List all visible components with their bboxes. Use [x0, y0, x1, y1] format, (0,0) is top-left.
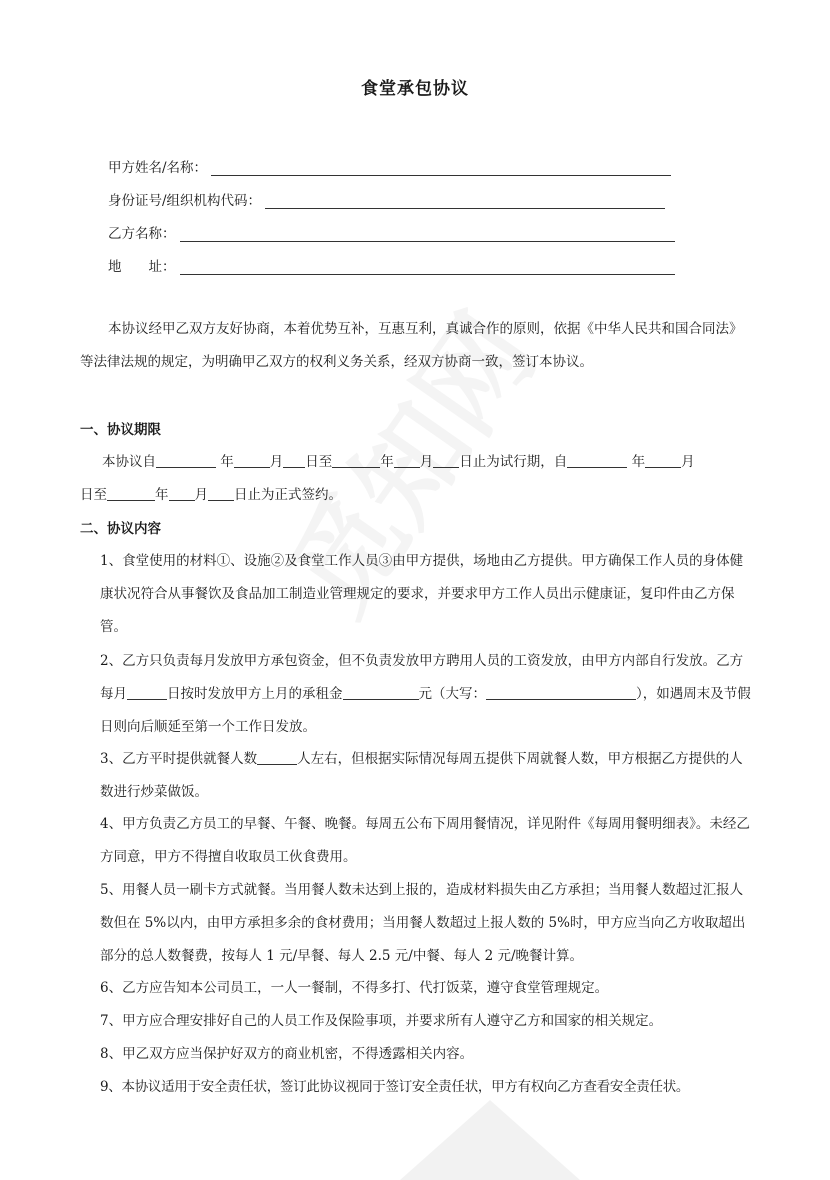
blank-year[interactable]: [332, 453, 380, 468]
party-a-id-field[interactable]: [108, 189, 665, 209]
blank-day[interactable]: [208, 486, 234, 501]
field-label: 身份证号/组织机构代码：: [108, 193, 262, 209]
field-label: 甲方姓名/名称：: [108, 160, 208, 176]
content-item-1: 1、食堂使用的材料①、设施②及食堂工作人员③由甲方提供，场地由乙方提供。甲方确保工作人员的身体健康状况符合从事餐饮及食品加工制造业管理规定的要求，并要求甲方工作人员出示健康证，复印件由乙方保管。: [100, 553, 744, 635]
blank-month[interactable]: [645, 453, 681, 468]
field-line[interactable]: [180, 227, 675, 242]
blank-year[interactable]: [567, 453, 627, 468]
text: 月: [419, 454, 434, 470]
text: 年: [631, 454, 646, 470]
address-field[interactable]: [108, 255, 675, 275]
text: 本协议自: [102, 454, 156, 470]
text: 日止为正式签约。: [234, 487, 342, 503]
blank-month[interactable]: [169, 486, 195, 501]
content-item-8: 8、甲乙双方应当保护好双方的商业机密，不得透露相关内容。: [100, 1046, 474, 1062]
content-item-7: 7、甲方应合理安排好自己的人员工作及保险事项，并要求所有人遵守乙方和国家的相关规定。: [100, 1013, 663, 1029]
blank-day[interactable]: [283, 453, 305, 468]
text: 人左右，但根据实际情况每周五提供下周就餐人数，甲方根据乙方提供的人数进行炒菜做饭。: [100, 751, 743, 800]
blank-rent-amount[interactable]: [343, 685, 419, 700]
blank-year[interactable]: [107, 486, 155, 501]
text: 月: [194, 487, 208, 503]
text: 年: [220, 454, 234, 470]
field-label: 地 址：: [108, 259, 176, 275]
content-item-5: 5、用餐人员一刷卡方式就餐。当用餐人数未达到上报的，造成材料损失由乙方承担；当用餐人数超过汇报人数但在 5%以内，由甲方承担多余的食材费用；当用餐人数超过上报人数的 5%时，甲方应当向乙方收取超出部分的总人数餐费，按每人 1 元/早餐、每人 2.5 元/中餐、每人 2 元/晚餐计算。: [100, 882, 746, 964]
blank-pay-day[interactable]: [127, 685, 167, 700]
field-line[interactable]: [265, 194, 665, 209]
text: 日至: [305, 454, 333, 470]
party-a-name-field[interactable]: [108, 156, 671, 176]
field-label: 乙方名称：: [108, 226, 176, 242]
blank-diners[interactable]: [257, 750, 297, 765]
section-heading-content: 二、协议内容: [80, 521, 161, 537]
text: 3、乙方平时提供就餐人数: [100, 751, 258, 767]
text: 日至: [80, 487, 107, 503]
text: 年: [155, 487, 169, 503]
term-paragraph: [80, 446, 760, 512]
text: 日按时发放甲方上月的承租金: [167, 686, 343, 702]
blank-day[interactable]: [433, 453, 459, 468]
content-item-3: [100, 743, 750, 809]
field-line[interactable]: [211, 161, 671, 176]
blank-year[interactable]: [156, 453, 216, 468]
text: 年: [380, 454, 394, 470]
blank-rent-uppercase[interactable]: [486, 685, 636, 700]
text: 日止为试行期，自: [459, 454, 568, 470]
content-item-6: 6、乙方应告知本公司员工，一人一餐制，不得多打、代打饭菜，遵守食堂管理规定。: [100, 980, 609, 996]
party-b-name-field[interactable]: [108, 222, 675, 242]
content-item-9: 9、本协议适用于安全责任状，签订此协议视同于签订安全责任状，甲方有权向乙方查看安全责任状。: [100, 1079, 690, 1095]
text: 元（大写：: [418, 686, 486, 702]
preamble-paragraph: 本协议经甲乙双方友好协商，本着优势互补，互惠互利，真诚合作的原则，依据《中华人民共和国合同法》等法律法规的规定，为明确甲乙双方的权利义务关系，经双方协商一致，签订本协议。: [80, 321, 743, 370]
watermark-logo: [400, 1100, 580, 1180]
text: ），如遇周末及节假日则向后顺延至第一个工作日发放。: [100, 686, 751, 735]
blank-month[interactable]: [394, 453, 420, 468]
field-line[interactable]: [180, 260, 675, 275]
blank-month[interactable]: [234, 453, 270, 468]
content-item-2: [100, 645, 754, 744]
content-item-4: 4、甲方负责乙方员工的早餐、午餐、晚餐。每周五公布下周用餐情况，详见附件《每周用餐明细表》。未经乙方同意，甲方不得擅自收取员工伙食费用。: [100, 816, 750, 865]
document-title: 食堂承包协议: [361, 79, 469, 99]
section-heading-term: 一、协议期限: [80, 422, 161, 438]
text: 月: [681, 454, 695, 470]
text: 2、乙方只负责每月发放甲方承包资金，但不负责发放甲方聘用人员的工资发放，由甲方内部自行发放。乙方每月: [100, 653, 744, 702]
text: 月: [269, 454, 284, 470]
